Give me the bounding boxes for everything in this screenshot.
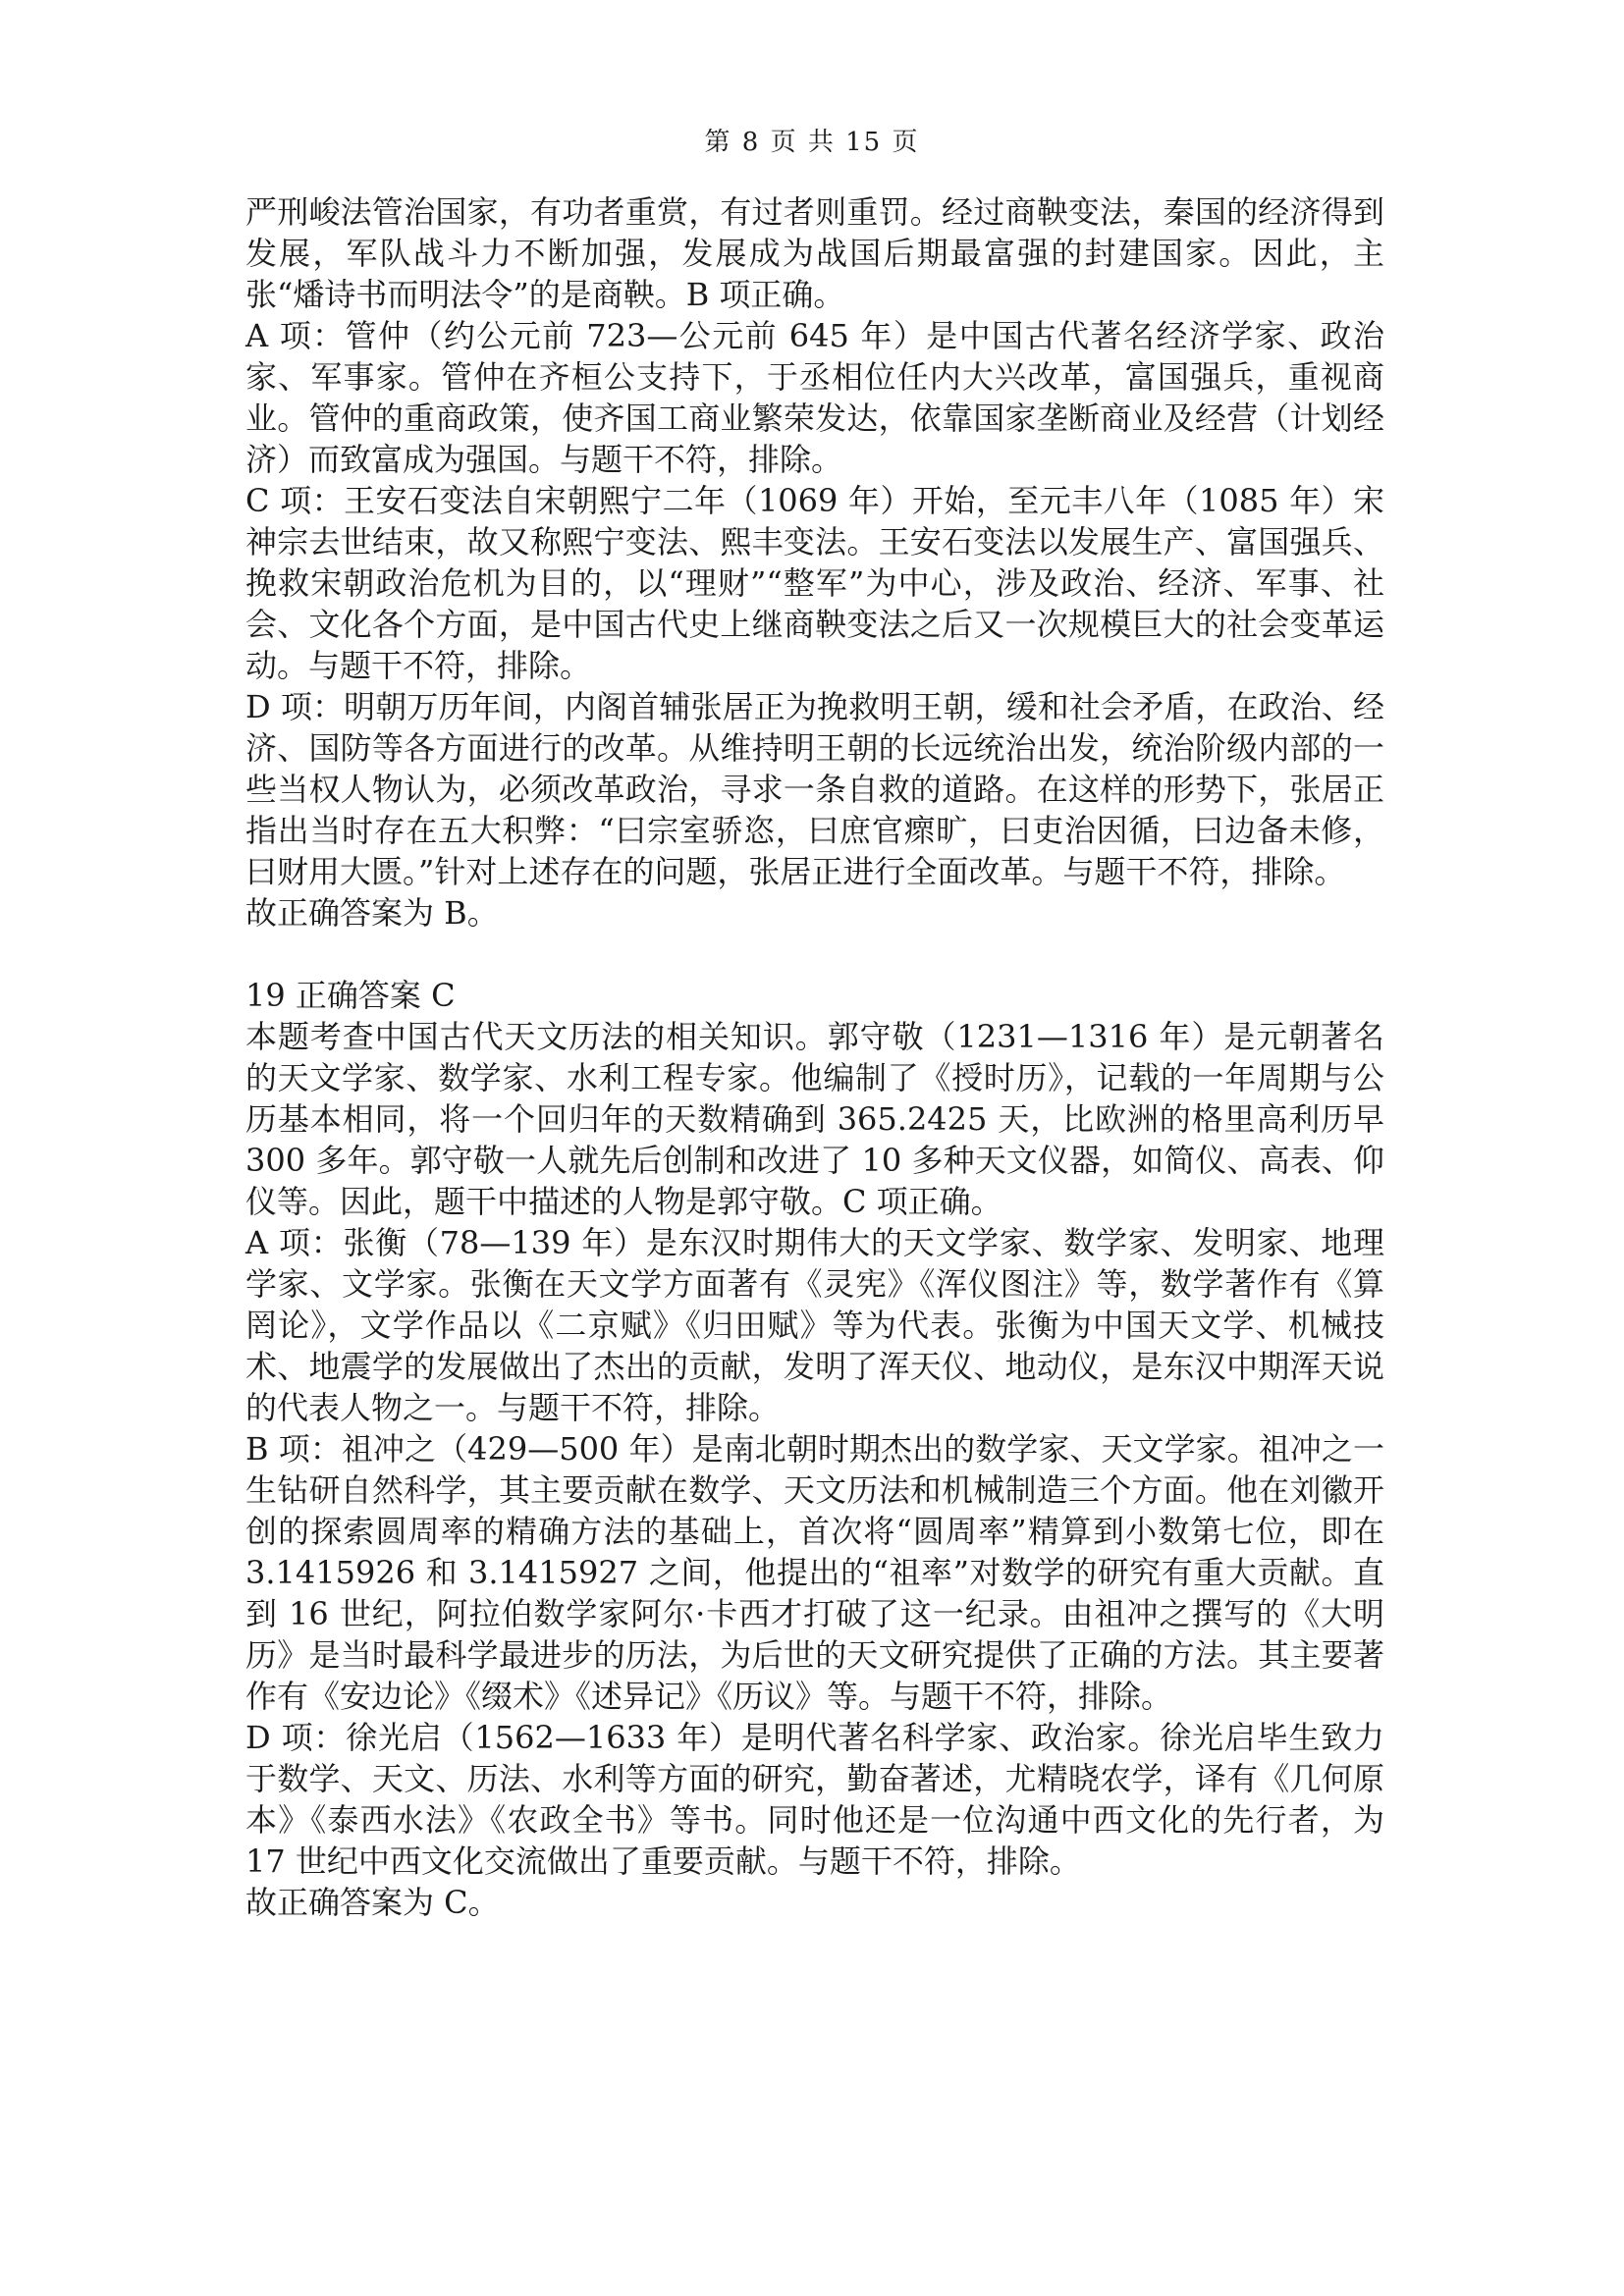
answer-19-option-d: D 项：徐光启（1562—1633 年）是明代著名科学家、政治家。徐光启毕生致力于数学、天文、历法、水利等方面的研究，勤奋著述，尤精晓农学，译有《几何原本》《泰西水法》《农政全书》等书。同时他还是一位沟通中西文化的先行者，为 17 世纪中西文化交流做出了重要贡献。与题干不符，排除。 <box>245 1719 1384 1880</box>
answer-19-option-b: B 项：祖冲之（429—500 年）是南北朝时期杰出的数学家、天文学家。祖冲之一生钻研自然科学，其主要贡献在数学、天文历法和机械制造三个方面。他在刘徽开创的探索圆周率的精确方法的基础上，首次将“圆周率”精算到小数第七位，即在 3.1415926 和 3.1415927 之间，他提出的“祖率”对数学的研究有重大贡献。直到 16 世纪，阿拉伯数学家阿尔·卡西才打破了这一纪录。由祖冲之撰写的《大明历》是当时最科学最进步的历法，为后世的天文研究提供了正确的方法。其主要著作有《安边论》《缀术》《述异记》《历议》等。与题干不符，排除。 <box>245 1430 1384 1715</box>
answer-18-option-a: A 项：管仲（约公元前 723—公元前 645 年）是中国古代著名经济学家、政治家、军事家。管仲在齐桓公支持下，于丞相位任内大兴改革，富国强兵，重视商业。管仲的重商政策，使齐国工商业繁荣发达，依靠国家垄断商业及经营（计划经济）而致富成为强国。与题干不符，排除。 <box>245 317 1384 478</box>
answer-18-conclusion: 故正确答案为 B。 <box>245 894 499 932</box>
answer-18-paragraph-1: 严刑峻法管治国家，有功者重赏，有过者则重罚。经过商鞅变法，秦国的经济得到发展，军队战斗力不断加强，发展成为战国后期最富强的封建国家。因此，主张“燔诗书而明法令”的是商鞅。B 项正确。 <box>245 193 1384 313</box>
answer-18-option-d: D 项：明朝万历年间，内阁首辅张居正为挽救明王朝，缓和社会矛盾，在政治、经济、国防等各方面进行的改革。从维持明王朝的长远统治出发，统治阶级内部的一些当权人物认为，必须改革政治，寻求一条自救的道路。在这样的形势下，张居正指出当时存在五大积弊：“曰宗室骄恣，曰庶官瘝旷，曰吏治因循，曰边备未修，曰财用大匮。”针对上述存在的问题，张居正进行全面改革。与题干不符，排除。 <box>245 688 1384 890</box>
page-number-header: 第 8 页 共 15 页 <box>704 128 920 157</box>
answer-19-paragraph-1: 本题考查中国古代天文历法的相关知识。郭守敬（1231—1316 年）是元朝著名的天文学家、数学家、水利工程专家。他编制了《授时历》，记载的一年周期与公历基本相同，将一个回归年的天数精确到 365.2425 天，比欧洲的格里高利历早 300 多年。郭守敬一人就先后创制和改进了 10 多种天文仪器，如简仪、高表、仰仪等。因此，题干中描述的人物是郭守敬。C 项正确。 <box>245 1018 1384 1220</box>
section-spacer <box>245 934 1384 975</box>
document-body <box>245 191 1384 1923</box>
answer-19-option-a: A 项：张衡（78—139 年）是东汉时期伟大的天文学家、数学家、发明家、地理学家、文学家。张衡在天文学方面著有《灵宪》《浑仪图注》等，数学著作有《算罔论》，文学作品以《二京赋》《归田赋》等为代表。张衡为中国天文学、机械技术、地震学的发展做出了杰出的贡献，发明了浑天仪、地动仪，是东汉中期浑天说的代表人物之一。与题干不符，排除。 <box>245 1224 1384 1426</box>
answer-19-conclusion: 故正确答案为 C。 <box>245 1884 500 1921</box>
answer-18-option-c: C 项：王安石变法自宋朝熙宁二年（1069 年）开始，至元丰八年（1085 年）宋神宗去世结束，故又称熙宁变法、熙丰变法。王安石变法以发展生产、富国强兵、挽救宋朝政治危机为目的，以“理财”“整军”为中心，涉及政治、经济、军事、社会、文化各个方面，是中国古代史上继商鞅变法之后又一次规模巨大的社会变革运动。与题干不符，排除。 <box>245 482 1384 684</box>
answer-19-heading: 19 正确答案 C <box>245 977 456 1014</box>
